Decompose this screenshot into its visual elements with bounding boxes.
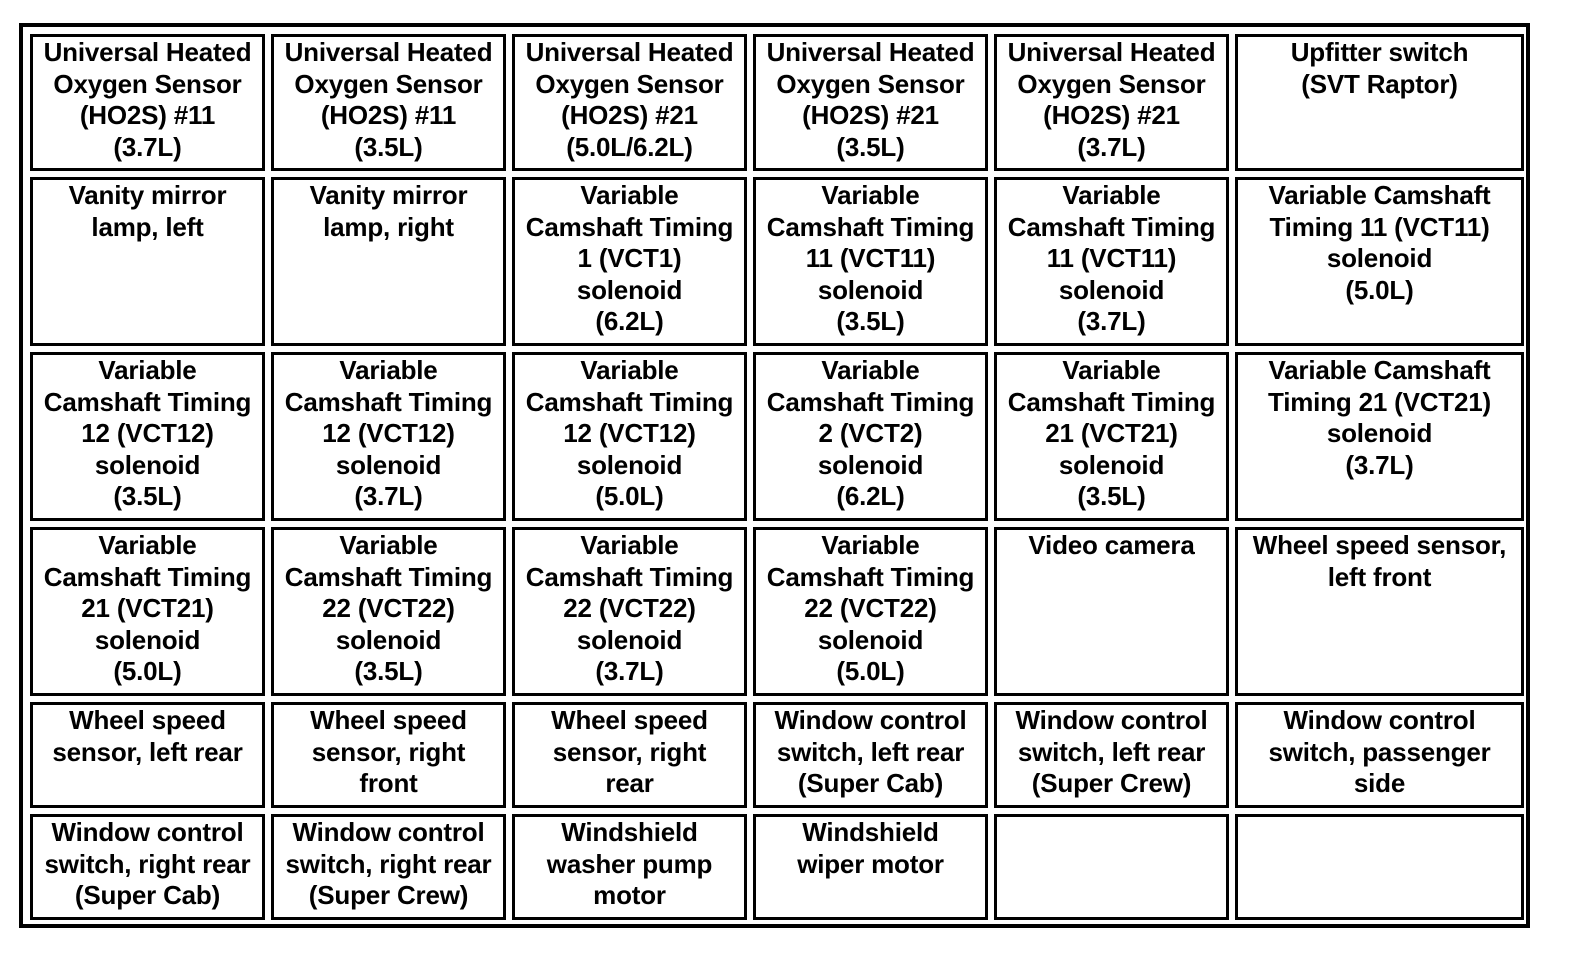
table-cell	[30, 702, 265, 808]
table-cell	[1235, 177, 1524, 346]
table-cell	[512, 177, 747, 346]
table-cell	[753, 527, 988, 696]
cell-label: Variable Camshaft Timing 21 (VCT21) solenoid (3.5L)	[1007, 355, 1216, 511]
table-cell	[271, 34, 506, 171]
cell-label: Variable Camshaft Timing 22 (VCT22) solenoid (5.0L)	[766, 530, 975, 686]
table-cell	[994, 34, 1229, 171]
cell-label: Variable Camshaft Timing 2 (VCT2) solenoid (6.2L)	[766, 355, 975, 511]
component-index-table	[19, 23, 1530, 928]
table-cell	[30, 814, 265, 920]
cell-label: Windshield washer pump motor	[546, 817, 713, 910]
cell-label: Window control switch, right rear (Super Crew)	[285, 817, 492, 910]
table-cell-empty	[1235, 814, 1524, 920]
table-cell	[753, 702, 988, 808]
table-cell	[30, 352, 265, 521]
cell-label: Variable Camshaft Timing 11 (VCT11) solenoid (5.0L)	[1268, 180, 1491, 305]
cell-label: Wheel speed sensor, right front	[310, 705, 467, 798]
cell-label: Window control switch, left rear (Super Crew)	[1015, 705, 1208, 798]
cell-label: Window control switch, passenger side	[1268, 705, 1491, 798]
table-cell	[994, 702, 1229, 808]
cell-label: Universal Heated Oxygen Sensor (HO2S) #21 (5.0L/6.2L)	[525, 37, 734, 162]
cell-label: Variable Camshaft Timing 12 (VCT12) solenoid (3.7L)	[284, 355, 493, 511]
cell-label: Windshield wiper motor	[797, 817, 944, 879]
table-cell	[512, 352, 747, 521]
table-cell	[512, 527, 747, 696]
table-cell	[753, 814, 988, 920]
table-cell	[30, 177, 265, 346]
cell-label: Variable Camshaft Timing 1 (VCT1) solenoid (6.2L)	[525, 180, 734, 336]
cell-label: Universal Heated Oxygen Sensor (HO2S) #21 (3.7L)	[1007, 37, 1216, 162]
cell-label: Vanity mirror lamp, left	[68, 180, 227, 242]
cell-label: Variable Camshaft Timing 11 (VCT11) solenoid (3.7L)	[1007, 180, 1216, 336]
cell-label: Vanity mirror lamp, right	[309, 180, 468, 242]
table-cell	[271, 527, 506, 696]
cell-label: Variable Camshaft Timing 12 (VCT12) solenoid (5.0L)	[525, 355, 734, 511]
cell-label: Window control switch, right rear (Super Cab)	[44, 817, 251, 910]
table-cell	[512, 702, 747, 808]
cell-label: Universal Heated Oxygen Sensor (HO2S) #11 (3.7L)	[43, 37, 252, 162]
table-cell	[753, 352, 988, 521]
table-cell	[994, 352, 1229, 521]
cell-label: Variable Camshaft Timing 21 (VCT21) solenoid (5.0L)	[43, 530, 252, 686]
table-cell	[271, 702, 506, 808]
cell-label: Variable Camshaft Timing 22 (VCT22) solenoid (3.7L)	[525, 530, 734, 686]
table-cell	[753, 177, 988, 346]
cell-label: Universal Heated Oxygen Sensor (HO2S) #21 (3.5L)	[766, 37, 975, 162]
cell-label: Wheel speed sensor, right rear	[551, 705, 708, 798]
table-cell	[271, 814, 506, 920]
cell-label: Variable Camshaft Timing 11 (VCT11) solenoid (3.5L)	[766, 180, 975, 336]
cell-label: Video camera	[1028, 530, 1195, 560]
table-cell	[1235, 34, 1524, 171]
table-grid	[30, 34, 1519, 917]
table-cell	[512, 34, 747, 171]
table-cell	[30, 527, 265, 696]
table-cell	[1235, 527, 1524, 696]
cell-label: Wheel speed sensor, left rear	[52, 705, 243, 767]
table-cell	[753, 34, 988, 171]
table-cell	[512, 814, 747, 920]
cell-label: Window control switch, left rear (Super Cab)	[774, 705, 967, 798]
table-cell	[271, 352, 506, 521]
table-cell	[271, 177, 506, 346]
cell-label: Variable Camshaft Timing 22 (VCT22) solenoid (3.5L)	[284, 530, 493, 686]
table-cell	[994, 177, 1229, 346]
table-cell	[1235, 352, 1524, 521]
table-cell	[994, 527, 1229, 696]
table-cell	[1235, 702, 1524, 808]
table-cell	[30, 34, 265, 171]
cell-label: Upfitter switch (SVT Raptor)	[1290, 37, 1469, 99]
cell-label: Variable Camshaft Timing 21 (VCT21) solenoid (3.7L)	[1268, 355, 1491, 480]
table-cell-empty	[994, 814, 1229, 920]
cell-label: Wheel speed sensor, left front	[1252, 530, 1507, 592]
cell-label: Variable Camshaft Timing 12 (VCT12) solenoid (3.5L)	[43, 355, 252, 511]
cell-label: Universal Heated Oxygen Sensor (HO2S) #11 (3.5L)	[284, 37, 493, 162]
